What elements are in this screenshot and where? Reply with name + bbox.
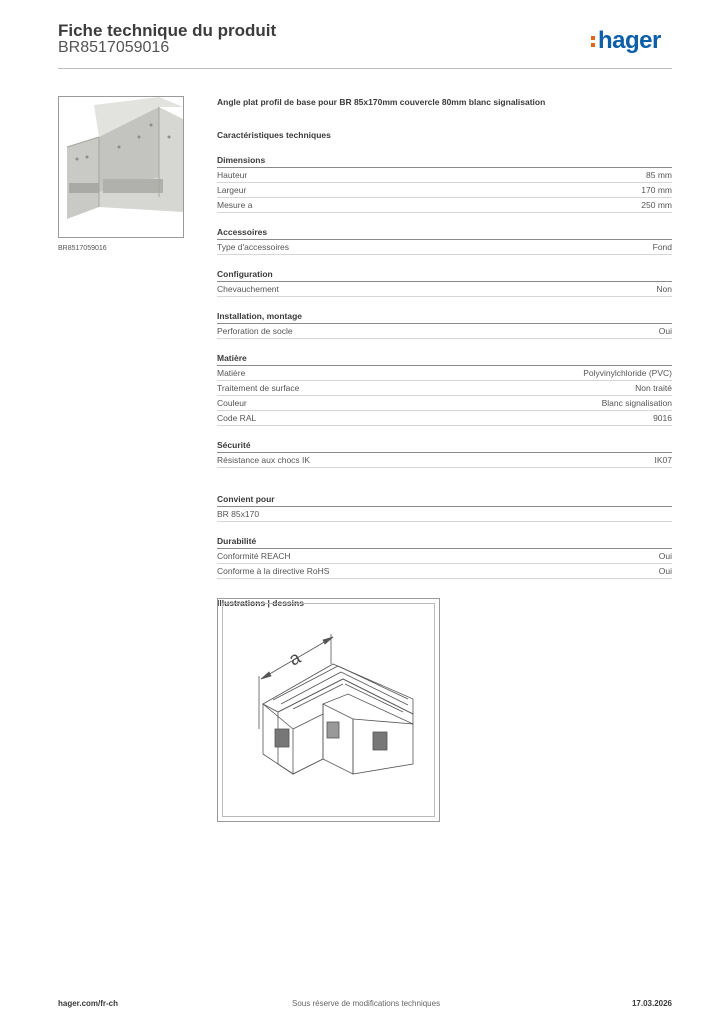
- technical-drawing: [217, 598, 440, 822]
- spec-label: Hauteur: [217, 170, 248, 180]
- product-photo-image: [59, 97, 183, 237]
- spec-label: Conformité REACH: [217, 551, 291, 561]
- spec-label: Couleur: [217, 398, 247, 408]
- spec-value: Non: [656, 284, 672, 294]
- spec-label: Perforation de socle: [217, 326, 293, 336]
- spec-label: Traitement de surface: [217, 383, 300, 393]
- spec-label: Type d'accessoires: [217, 242, 290, 252]
- drawing-frame: [222, 603, 435, 817]
- spec-row: [217, 198, 672, 213]
- spec-row: [217, 549, 672, 564]
- spec-label: BR 85x170: [217, 509, 260, 519]
- logo-dots-icon: [591, 34, 597, 49]
- spec-row: [217, 366, 672, 381]
- spec-value: Oui: [658, 566, 672, 576]
- section-title: Convient pour: [217, 492, 672, 507]
- spec-label: Mesure a: [217, 200, 253, 210]
- spec-value: IK07: [654, 455, 672, 465]
- spec-label: Résistance aux chocs IK: [217, 455, 311, 465]
- spec-value: Polyvinylchloride (PVC): [583, 368, 672, 378]
- section-title: Dimensions: [217, 153, 672, 168]
- spec-row: [217, 507, 672, 522]
- spec-label: Largeur: [217, 185, 247, 195]
- section-convient: [217, 492, 672, 522]
- spec-row: [217, 411, 672, 426]
- spec-label: Matière: [217, 368, 246, 378]
- footer-notice: Sous réserve de modifications techniques: [292, 999, 441, 1008]
- spec-value: 85 mm: [646, 170, 672, 180]
- product-title: Angle plat profil de base pour BR 85x170mm couvercle 80mm blanc signalisation: [217, 97, 546, 107]
- spec-heading: Caractéristiques techniques: [217, 130, 331, 140]
- product-photo: [58, 96, 184, 238]
- product-reference: BR8517059016: [58, 39, 170, 56]
- section-accessoires: [217, 225, 672, 255]
- spec-value: Blanc signalisation: [601, 398, 672, 408]
- section-dimensions: [217, 153, 672, 213]
- spec-row: [217, 453, 672, 468]
- logo-text: hager: [598, 27, 661, 54]
- photo-caption: BR8517059016: [58, 245, 107, 252]
- section-durabilite: [217, 534, 672, 579]
- spec-row: [217, 282, 672, 297]
- spec-row: [217, 324, 672, 339]
- spec-label: Chevauchement: [217, 284, 279, 294]
- section-title: Configuration: [217, 267, 672, 282]
- spec-value: Oui: [658, 326, 672, 336]
- spec-row: [217, 240, 672, 255]
- spec-value: 170 mm: [641, 185, 672, 195]
- footer-website[interactable]: hager.com/fr-ch: [58, 999, 119, 1008]
- section-title: Installation, montage: [217, 309, 672, 324]
- hager-logo: [591, 27, 661, 55]
- header-divider: [58, 68, 672, 69]
- section-configuration: [217, 267, 672, 297]
- section-matiere: [217, 351, 672, 426]
- spec-row: [217, 564, 672, 579]
- page-title: Fiche technique du produit: [58, 21, 277, 40]
- spec-value: 9016: [653, 413, 672, 423]
- spec-content: [217, 95, 672, 609]
- spec-value: Fond: [652, 242, 672, 252]
- illustrations-title: Illustrations | dessins: [217, 598, 304, 608]
- spec-row: [217, 381, 672, 396]
- dimension-label: a: [285, 647, 304, 670]
- spec-row: [217, 183, 672, 198]
- spec-label: Conforme à la directive RoHS: [217, 566, 330, 576]
- spec-value: Oui: [658, 551, 672, 561]
- section-securite: [217, 438, 672, 468]
- spec-label: Code RAL: [217, 413, 257, 423]
- section-title: Matière: [217, 351, 672, 366]
- section-title: Durabilité: [217, 534, 672, 549]
- corner-drawing: [223, 604, 434, 816]
- spec-value: Non traité: [635, 383, 672, 393]
- section-title: Sécurité: [217, 438, 672, 453]
- footer-date: 17.03.2026: [631, 999, 672, 1008]
- spec-value: 250 mm: [641, 200, 672, 210]
- spec-row: [217, 396, 672, 411]
- spec-row: [217, 168, 672, 183]
- section-title: Accessoires: [217, 225, 672, 240]
- section-installation: [217, 309, 672, 339]
